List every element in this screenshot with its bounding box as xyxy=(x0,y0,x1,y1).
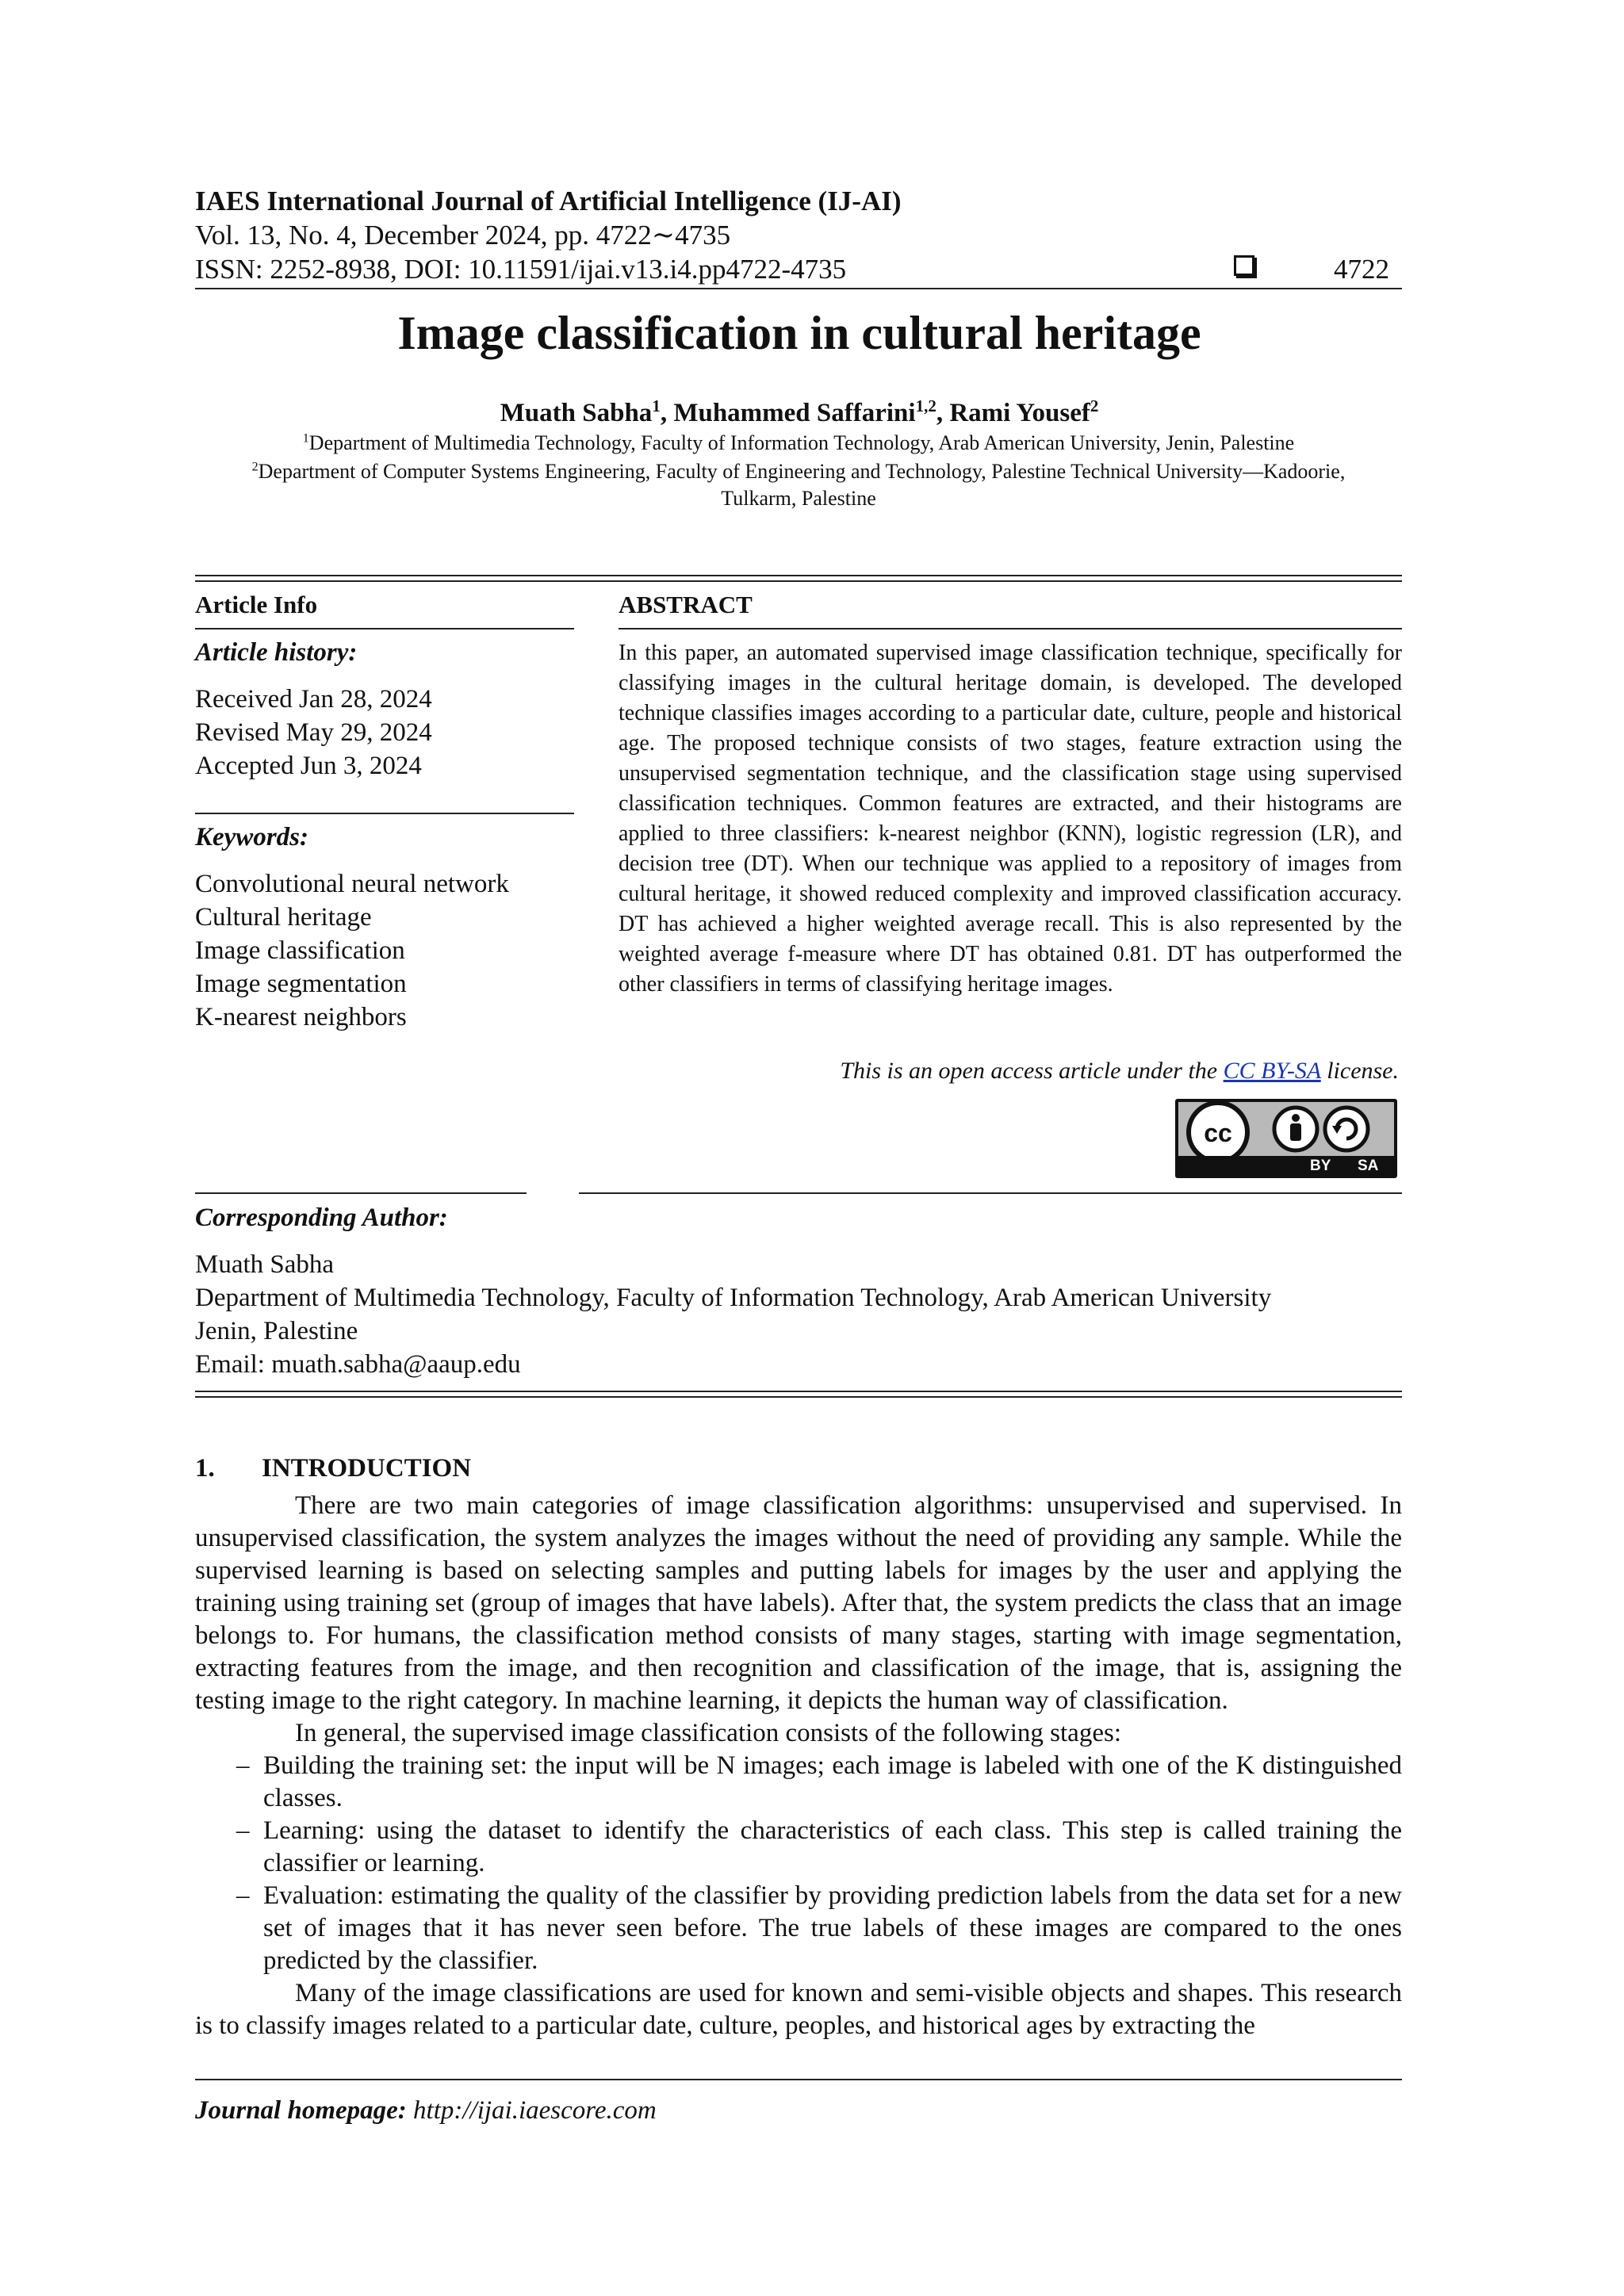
abstract-heading: ABSTRACT xyxy=(619,591,753,618)
abstract-rule xyxy=(619,628,1402,629)
stages-list xyxy=(195,1750,1402,1977)
author-affil-sup: 1 xyxy=(652,396,661,415)
keyword-item: Convolutional neural network xyxy=(195,870,509,898)
journal-homepage xyxy=(195,2096,657,2126)
badge-by-label: BY xyxy=(1310,1158,1331,1174)
section-number: 1. xyxy=(195,1454,215,1483)
page-number: 4722 xyxy=(1334,254,1389,285)
paper-title: Image classification in cultural heritage xyxy=(397,307,1201,359)
affiliation-1 xyxy=(195,431,1402,455)
affil-sup: 2 xyxy=(251,460,259,474)
badge-icon-strip xyxy=(1178,1102,1394,1156)
list-item xyxy=(195,1815,1402,1880)
received-date: Received Jan 28, 2024 xyxy=(195,685,432,714)
author-list: Muath Sabha$^1$, Muhammed Saffarini$^{1,2}$, Rami Yousef$^2$ xyxy=(500,396,1099,427)
article-info-heading: Article Info xyxy=(195,591,318,618)
keyword-item: Cultural heritage xyxy=(195,903,372,932)
affil-sup: 1 xyxy=(302,431,309,446)
author-name: Rami Yousef xyxy=(949,399,1090,427)
oa-prefix: This is an open access article under the xyxy=(840,1058,1224,1084)
corresponding-email: Email: muath.sabha@aaup.edu xyxy=(195,1350,521,1379)
author-name: Muath Sabha xyxy=(500,399,653,427)
list-item xyxy=(195,1750,1402,1815)
affiliation-text: Department of Computer Systems Engineering, Faculty of Engineering and Technology, Palestine Technical University—Kadoorie, xyxy=(258,460,1346,483)
cc-icons xyxy=(1178,1102,1394,1156)
affiliation-2 xyxy=(195,460,1402,484)
bullet-marker: – xyxy=(236,1881,250,1910)
keyword-item: K-nearest neighbors xyxy=(195,1003,407,1031)
cc-by-sa-badge[interactable] xyxy=(1175,1099,1397,1178)
affiliation-2-cont: Tulkarm, Palestine xyxy=(721,487,876,510)
section-rule-top-2 xyxy=(195,580,1402,582)
article-info-rule xyxy=(195,628,574,629)
keywords-rule xyxy=(195,813,574,814)
author-affil-sup: 1,2 xyxy=(915,396,936,415)
journal-volume: Vol. 13, No. 4, December 2024, pp. 4722∼4735 xyxy=(195,220,731,251)
corresponding-heading: Corresponding Author: xyxy=(195,1203,448,1232)
bullet-marker: – xyxy=(236,1751,250,1780)
oa-suffix: license. xyxy=(1320,1058,1399,1084)
corresponding-name: Muath Sabha xyxy=(195,1250,335,1279)
accepted-date: Accepted Jun 3, 2024 xyxy=(195,752,422,780)
list-item-text: Learning: using the dataset to identify the characteristics of each class. This step is called training the classifier or learning. xyxy=(263,1816,1402,1877)
share-alike-icon xyxy=(1325,1108,1368,1150)
footer-label: Journal homepage: xyxy=(195,2096,407,2125)
keywords-heading: Keywords: xyxy=(195,823,308,851)
author-affil-sup: 2 xyxy=(1090,396,1099,415)
keyword-item: Image segmentation xyxy=(195,970,407,998)
affiliation-text: Department of Multimedia Technology, Faculty of Information Technology, Arab American University, Jenin, Palestine xyxy=(308,431,1295,454)
article-history-heading: Article history: xyxy=(195,638,358,667)
revised-date: Revised May 29, 2024 xyxy=(195,718,432,747)
open-access-note xyxy=(840,1058,1399,1085)
list-item-text: Building the training set: the input will be N images; each image is labeled with one of the K distinguished classes. xyxy=(263,1751,1402,1812)
intro-paragraph-3: Many of the image classifications are used for known and semi-visible objects and shapes. This research is to classify images related to a particular date, culture, peoples, and historical ages by extracting the xyxy=(195,1979,1402,2040)
homepage-link[interactable]: http://ijai.iaescore.com xyxy=(413,2096,657,2125)
intro-paragraph-1: There are two main categories of image classification algorithms: unsupervised and supervised. In unsupervised classification, the system analyzes the images without the need of providing any sample. While the supervised learning is based on selecting samples and putting labels for images by the user and applying the training using training set (group of images that have labels). After that, the system predicts the class that an image belongs to. For humans, the classification method consists of many stages, starting with image segmentation, extracting features from the image, and then recognition and classification of the image, that is, assigning the testing image to the right category. In machine learning, it depicts the human way of classification. xyxy=(195,1491,1402,1715)
intro-paragraph-2: In general, the supervised image classification consists of the following stages: xyxy=(295,1719,1121,1747)
section-rule-top xyxy=(195,575,1402,576)
section-rule-bottom-2 xyxy=(195,1396,1402,1398)
footer-rule xyxy=(195,2079,1402,2080)
list-item-text: Evaluation: estimating the quality of the classifier by providing prediction labels from the data set for a new set of images that it has never seen before. The true labels of these images are compared to the ones predicted by the classifier. xyxy=(263,1881,1402,1975)
corresponding-rule-right xyxy=(579,1192,1402,1194)
journal-name: IAES International Journal of Artificial Intelligence (IJ-AI) xyxy=(195,186,902,216)
bullet-marker: – xyxy=(236,1816,250,1845)
author-name: Muhammed Saffarini xyxy=(673,399,916,427)
journal-issn-doi: ISSN: 2252-8938, DOI: 10.11591/ijai.v13.i4.pp4722-4735 xyxy=(195,254,847,285)
keyword-item: Image classification xyxy=(195,936,405,965)
box-icon xyxy=(1234,255,1254,276)
header-rule xyxy=(195,288,1402,289)
list-item xyxy=(195,1880,1402,1977)
section-heading-introduction xyxy=(195,1454,471,1483)
cc-icon: cc xyxy=(1204,1119,1232,1147)
badge-labels xyxy=(1294,1156,1394,1177)
abstract-text: In this paper, an automated supervised image classification technique, specifically for classifying images in the cultural heritage domain, is developed. The developed technique classifies images according to a particular date, culture, people and historical age. The proposed technique consists of two stages, feature extraction using the unsupervised segmentation technique, and the classification stage using supervised classification techniques. Common features are extracted, and their histograms are applied to three classifiers: k-nearest neighbor (KNN), logistic regression (LR), and decision tree (DT). When our technique was applied to a repository of images from cultural heritage, it showed reduced complexity and improved classification accuracy. DT has achieved a higher weighted average recall. This is also represented by the weighted average f-measure where DT has obtained 0.81. DT has outperformed the other classifiers in terms of classifying heritage images. xyxy=(619,641,1402,997)
section-rule-bottom xyxy=(195,1391,1402,1392)
badge-sa-label: SA xyxy=(1358,1158,1379,1174)
corresponding-city: Jenin, Palestine xyxy=(195,1317,358,1345)
corresponding-rule-left xyxy=(195,1192,527,1194)
section-title: INTRODUCTION xyxy=(262,1454,472,1483)
corresponding-dept: Department of Multimedia Technology, Faculty of Information Technology, Arab American University xyxy=(195,1284,1272,1312)
license-link[interactable]: CC BY-SA xyxy=(1223,1058,1321,1084)
